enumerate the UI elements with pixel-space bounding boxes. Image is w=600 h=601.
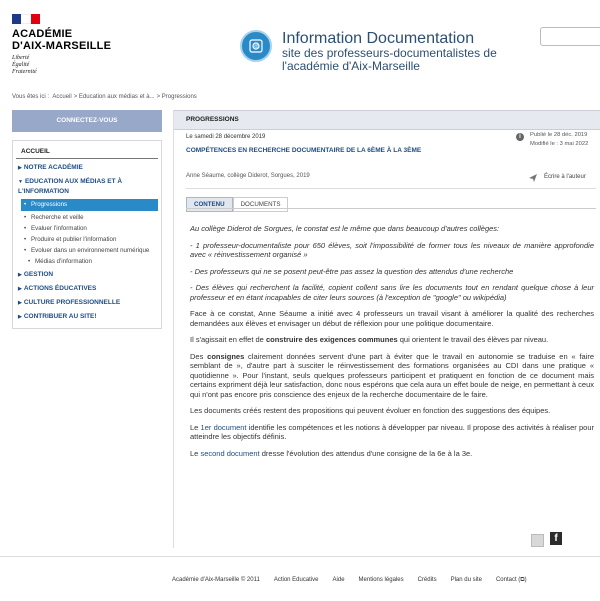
paragraph: - Des élèves qui recherchent la facilité, copient collent sans lire les documents tout en rendant quelque chose à leur professeur et en étant incapables de citer leurs sources (à l'exception de "google" ou wikipédia) — [190, 283, 594, 302]
caret-right-icon: ▶ — [18, 314, 22, 320]
paragraph: Il s'agissait en effet de construire des exigences communes qui orientent le travail des élèves par niveau. — [190, 335, 549, 344]
paragraph: Des consignes clairement données servent d'une part à éviter que le travail en autonomie se traduise en « faire semblant de », d'autre part à susciter le réinvestissement des formations organisées au CDI dans une pratique « quotidienne ». Pour l'instant, seuls quelques professeurs participent et pratiquent en fonction de ce document mais certains expriment déjà leur satisfaction, donc nous espérons que cela aura un effet boule de neige, en permettant à ceux qui n'ont pas encore pris conscience des enjeux de la recherche documentaire de le faire. — [190, 351, 595, 399]
sidebar-item-culture[interactable]: ▶ CULTURE PROFESSIONNELLE — [18, 299, 121, 306]
caret-right-icon: ▶ — [18, 286, 22, 292]
contact-author-link[interactable]: Écrire à l'auteur — [544, 174, 586, 180]
breadcrumb-item-current: Progressions — [161, 94, 197, 100]
search-input[interactable] — [540, 27, 600, 46]
website-icon[interactable] — [240, 30, 272, 62]
marianne-flag-icon — [12, 14, 40, 24]
modified-date: Modifié le : 3 mai 2022 — [530, 141, 589, 147]
paragraph: Le second document dresse l'évolution des attendus d'une consigne de la 6e à la 3e. — [190, 448, 473, 458]
second-document-link[interactable]: second document — [200, 448, 260, 458]
sidebar-subitem-recherche[interactable]: • Recherche et veille — [13, 211, 161, 222]
sidebar-item-actions[interactable]: ▶ ACTIONS ÉDUCATIVES — [18, 285, 97, 292]
tab-documents[interactable]: DOCUMENTS — [233, 197, 289, 212]
footer-link-aide[interactable]: Aide — [332, 577, 345, 583]
sidebar-subitem-medias[interactable]: • Médias d'information — [13, 255, 161, 266]
sidebar-item-contribuer[interactable]: ▶ CONTRIBUER AU SITE! — [18, 313, 97, 320]
twitter-icon[interactable] — [531, 534, 544, 547]
article-date: Le samedi 28 décembre 2019 — [186, 134, 266, 140]
first-document-link[interactable]: 1er document — [200, 422, 247, 432]
site-header — [0, 0, 600, 88]
footer — [0, 556, 600, 601]
publication-info — [519, 132, 600, 148]
facebook-icon[interactable]: f — [550, 532, 562, 545]
svg-text:@: @ — [253, 44, 259, 50]
footer-link-mentions[interactable]: Mentions légales — [358, 577, 404, 583]
login-button[interactable]: CONNECTEZ-VOUS — [12, 110, 162, 132]
article-panel — [173, 110, 600, 548]
published-date: Publié le 28 déc. 2019 — [530, 132, 588, 138]
paragraph: Face à ce constat, Anne Séaume a initié avec 4 professeurs un travail visant à améliorer la qualité des recherches demandées aux élèves et envisager un début de réflexion pour une politique documentaire. — [190, 309, 594, 328]
info-icon: i — [516, 133, 524, 141]
caret-down-icon: ▼ — [18, 179, 23, 185]
sidebar-subitem-progressions[interactable]: • Progressions — [21, 199, 158, 211]
sidebar-subitem-evoluer[interactable]: • Evoluer dans un environnement numérique — [13, 244, 161, 255]
logo-motto: Liberté Égalité Fraternité — [12, 55, 37, 75]
menu-home[interactable]: ACCUEIL — [16, 141, 158, 159]
article-author: Anne Séaume, collège Diderot, Sorgues, 2019 — [186, 173, 310, 179]
sidebar-menu — [12, 140, 162, 329]
footer-copyright: Académie d'Aix-Marseille © 2011 — [172, 577, 260, 583]
paragraph: - Des professeurs qui ne se posent peut-être pas assez la question des attendus d'une recherche — [190, 266, 514, 276]
section-title: PROGRESSIONS — [174, 110, 600, 130]
breadcrumb: Vous êtes ici : Accueil > Education aux médias et à... > Progressions — [12, 94, 197, 100]
logo-title: ACADÉMIE D'AIX-MARSEILLE — [12, 28, 112, 52]
caret-right-icon: ▶ — [18, 300, 22, 306]
academy-logo[interactable] — [12, 14, 122, 76]
paragraph: Le 1er document identifie les compétences et les notions à développer par niveau. Il propose des activités à réaliser pour atteindre les objectifs définis. — [190, 422, 594, 441]
sidebar — [12, 110, 162, 329]
sidebar-item-gestion[interactable]: ▶ GESTION — [18, 271, 54, 278]
article-body — [190, 224, 594, 465]
site-subtitle: site des professeurs-documentalistes de l'académie d'Aix-Marseille — [282, 46, 497, 73]
footer-link-credits[interactable]: Crédits — [417, 577, 437, 583]
paragraph: - 1 professeur-documentaliste pour 650 élèves, soit l'impossibilité de former tous les niveaux de manière approfondie avec « réinvestissement organisé » — [190, 240, 594, 259]
breadcrumb-prefix: Vous êtes ici : — [12, 94, 50, 100]
tab-contenu[interactable]: CONTENU — [186, 197, 233, 212]
caret-right-icon: ▶ — [18, 272, 22, 278]
paragraph: Au collège Diderot de Sorgues, le constat est le même que dans beaucoup d'autres collèges: — [190, 224, 500, 233]
send-icon[interactable] — [528, 173, 538, 183]
sidebar-subitem-produire[interactable]: • Produire et publier l'information — [13, 233, 161, 244]
breadcrumb-item-section[interactable]: Education aux médias et à... — [78, 94, 155, 100]
footer-link-plan[interactable]: Plan du site — [450, 577, 482, 583]
footer-link-contact[interactable]: Contact (⧉) — [495, 577, 527, 583]
caret-right-icon: ▶ — [18, 165, 22, 171]
sidebar-item-academie[interactable]: ▶ NOTRE ACADÉMIE — [18, 164, 83, 171]
footer-links — [172, 577, 527, 584]
paragraph: Les documents créés restent des propositions qui peuvent évoluer en fonction des suggestions des équipes. — [190, 406, 551, 415]
sidebar-item-emi[interactable]: ▼ EDUCATION AUX MÉDIAS ET À L'INFORMATION — [18, 178, 123, 195]
footer-link-action-educative[interactable]: Action Educative — [273, 577, 319, 583]
article-tabs — [186, 197, 288, 212]
site-title[interactable]: Information Documentation — [282, 30, 475, 47]
article-title: COMPÉTENCES EN RECHERCHE DOCUMENTAIRE DE LA 6ÈME À LA 3ÈME — [186, 147, 422, 154]
breadcrumb-item-home[interactable]: Accueil — [52, 94, 72, 100]
tab-underline — [186, 208, 596, 209]
sidebar-subitem-evaluer[interactable]: • Evaluer l'information — [13, 222, 161, 233]
divider — [186, 188, 596, 189]
